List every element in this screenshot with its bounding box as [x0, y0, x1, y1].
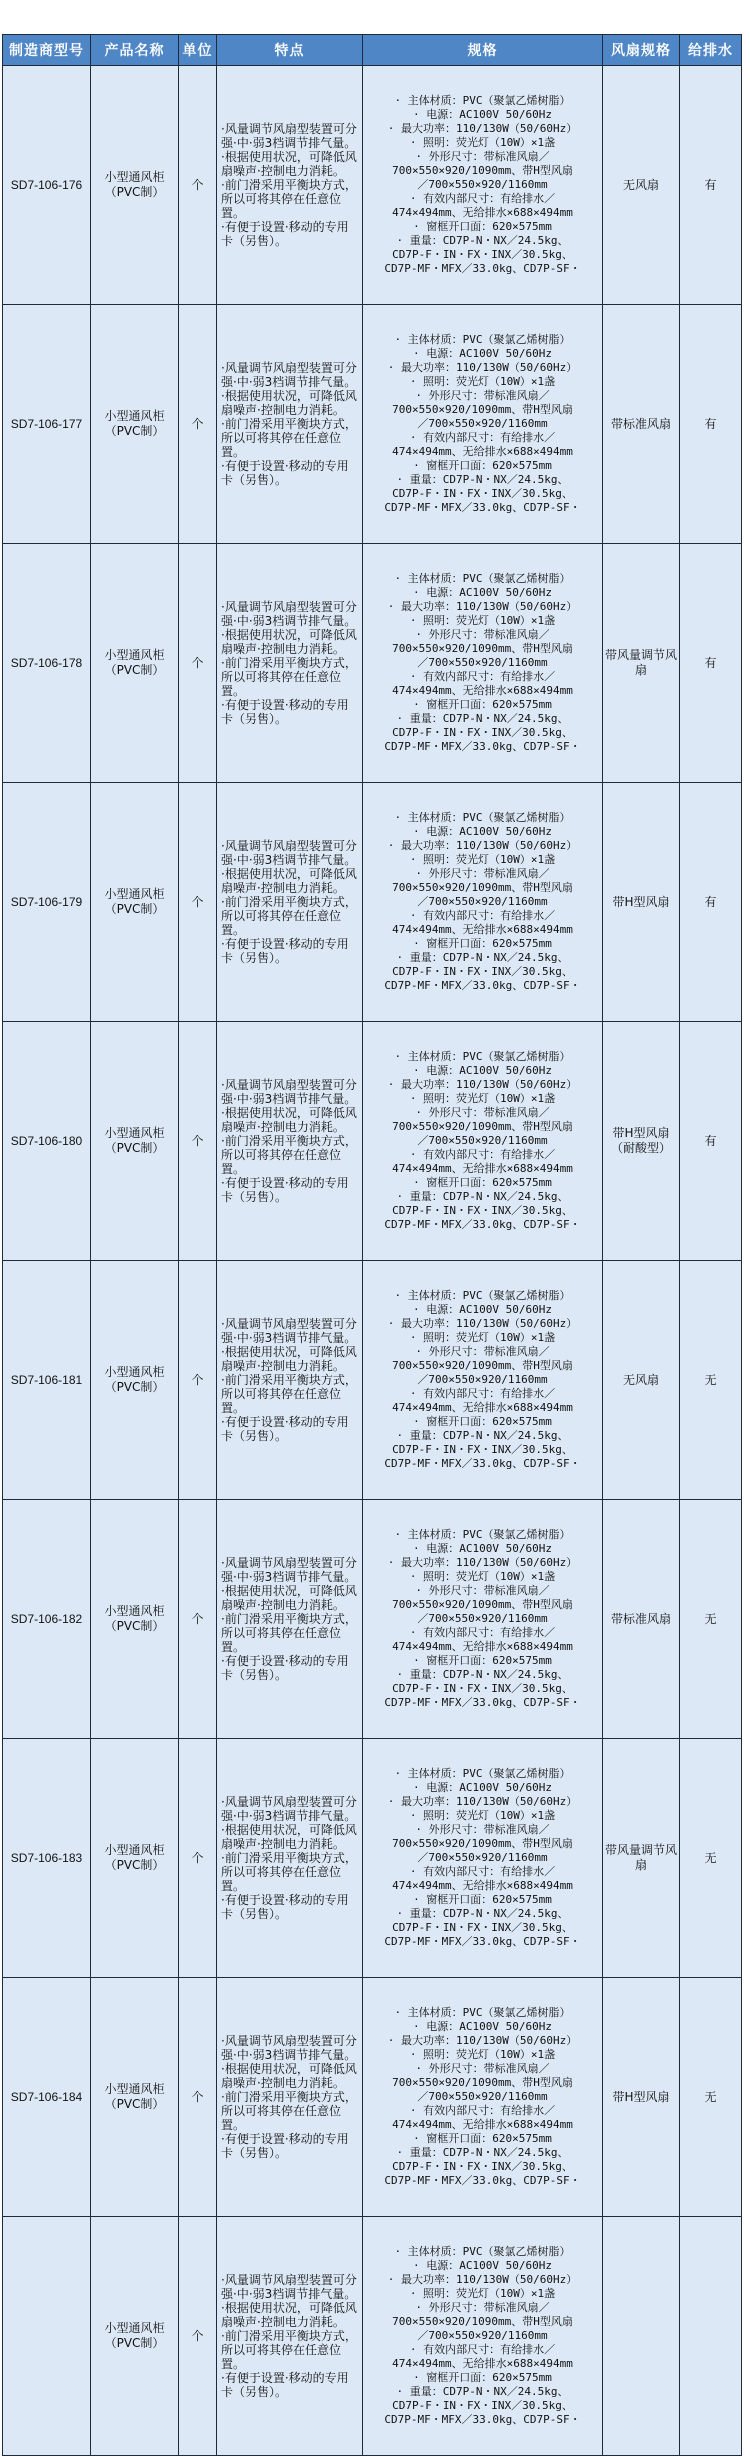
spec-line: 474×494mm、无给排水×688×494mm [392, 923, 573, 936]
spec-line: CD7P-F・IN・FX・INX／30.5kg、 [392, 1204, 573, 1217]
table-row [3, 66, 742, 305]
header-features: 特点 [217, 35, 363, 66]
spec-line: · 窗框开口面：620×575mm [413, 220, 552, 233]
spec-line: · 主体材质：PVC（聚氯乙烯树脂） [394, 94, 571, 107]
product-table [2, 34, 742, 2456]
header-name: 产品名称 [91, 35, 179, 66]
spec-line: · 窗框开口面：620×575mm [413, 459, 552, 472]
feature-item: ·前门滑采用平衡块方式，所以可将其停在任意位置。 [221, 1134, 357, 1176]
feature-item: ·风量调节风扇型装置可分强·中·弱3档调节排气量。 [221, 361, 357, 389]
cell-features [217, 1739, 363, 1978]
spec-line: · 主体材质：PVC（聚氯乙烯树脂） [394, 2006, 571, 2019]
spec-line: CD7P-F・IN・FX・INX／30.5kg、 [392, 2399, 573, 2412]
cell-water: 无 [680, 1261, 742, 1500]
spec-line: · 有效内部尺寸：有给排水／ [409, 431, 556, 444]
spec-line: · 重量：CD7P-N・NX／24.5kg、 [396, 234, 569, 247]
spec-line: · 主体材质：PVC（聚氯乙烯树脂） [394, 2245, 571, 2258]
feature-item: ·有便于设置·移动的专用卡（另售）。 [221, 1176, 349, 1204]
feature-item: ·根据使用状况，可降低风扇噪声·控制电力消耗。 [221, 1106, 357, 1134]
cell-fan-spec: 带H型风扇（耐酸型） [603, 1022, 680, 1261]
cell-water: 无 [680, 1978, 742, 2217]
cell-unit: 个 [179, 1739, 217, 1978]
spec-line: CD7P-MF・MFX／33.0kg、CD7P-SF・ [384, 740, 581, 753]
feature-item: ·根据使用状况，可降低风扇噪声·控制电力消耗。 [221, 628, 357, 656]
spec-line: · 外形尺寸：带标准风扇／ [415, 628, 550, 641]
spec-line: CD7P-MF・MFX／33.0kg、CD7P-SF・ [384, 2174, 581, 2187]
feature-item: ·根据使用状况，可降低风扇噪声·控制电力消耗。 [221, 2062, 357, 2090]
product-name-line: （PVC制） [104, 185, 165, 199]
spec-line: · 有效内部尺寸：有给排水／ [409, 2104, 556, 2117]
feature-item: ·风量调节风扇型装置可分强·中·弱3档调节排气量。 [221, 1317, 357, 1345]
cell-fan-spec: 带标准风扇 [603, 305, 680, 544]
spec-line: · 主体材质：PVC（聚氯乙烯树脂） [394, 572, 571, 585]
cell-features [217, 1500, 363, 1739]
header-model: 制造商型号 [3, 35, 91, 66]
table-row [3, 1978, 742, 2217]
spec-line: · 主体材质：PVC（聚氯乙烯树脂） [394, 333, 571, 346]
spec-line: CD7P-MF・MFX／33.0kg、CD7P-SF・ [384, 1935, 581, 1948]
product-name-line: 小型通风柜 [104, 1365, 165, 1379]
spec-line: · 电源：AC100V 50/60Hz [413, 108, 552, 121]
spec-line: · 最大功率：110/130W（50/60Hz） [387, 1317, 578, 1330]
spec-line: · 有效内部尺寸：有给排水／ [409, 909, 556, 922]
cell-water: 有 [680, 305, 742, 544]
table-row [3, 1500, 742, 1739]
spec-line: 700×550×920/1090mm、带H型风扇 [392, 881, 573, 894]
spec-line: · 外形尺寸：带标准风扇／ [415, 150, 550, 163]
cell-specs [363, 2217, 603, 2456]
feature-item: ·前门滑采用平衡块方式，所以可将其停在任意位置。 [221, 2329, 357, 2371]
cell-model: SD7-106-180 [3, 1022, 91, 1261]
cell-specs [363, 1978, 603, 2217]
cell-product-name [91, 2217, 179, 2456]
spec-line: · 重量：CD7P-N・NX／24.5kg、 [396, 1429, 569, 1442]
spec-line: 474×494mm、无给排水×688×494mm [392, 2118, 573, 2131]
cell-features [217, 305, 363, 544]
cell-fan-spec: 带风量调节风扇 [603, 1739, 680, 1978]
feature-item: ·有便于设置·移动的专用卡（另售）。 [221, 1654, 349, 1682]
table-row [3, 783, 742, 1022]
spec-line: · 窗框开口面：620×575mm [413, 1654, 552, 1667]
cell-water: 有 [680, 783, 742, 1022]
feature-item: ·根据使用状况，可降低风扇噪声·控制电力消耗。 [221, 1345, 357, 1373]
spec-line: CD7P-F・IN・FX・INX／30.5kg、 [392, 248, 573, 261]
cell-water: 无 [680, 1500, 742, 1739]
spec-line: · 最大功率：110/130W（50/60Hz） [387, 2273, 578, 2286]
spec-line: · 最大功率：110/130W（50/60Hz） [387, 1795, 578, 1808]
cell-specs [363, 1261, 603, 1500]
product-name-line: 小型通风柜 [104, 2321, 165, 2335]
spec-line: CD7P-F・IN・FX・INX／30.5kg、 [392, 1921, 573, 1934]
spec-line: · 外形尺寸：带标准风扇／ [415, 1345, 550, 1358]
spec-line: · 最大功率：110/130W（50/60Hz） [387, 600, 578, 613]
spec-line: CD7P-MF・MFX／33.0kg、CD7P-SF・ [384, 979, 581, 992]
cell-specs [363, 1022, 603, 1261]
product-name-line: 小型通风柜 [104, 648, 165, 662]
spec-line: · 窗框开口面：620×575mm [413, 2371, 552, 2384]
spec-line: ／700×550×920/1160mm [417, 2329, 548, 2342]
cell-fan-spec [603, 2217, 680, 2456]
cell-model: SD7-106-182 [3, 1500, 91, 1739]
feature-item: ·根据使用状况，可降低风扇噪声·控制电力消耗。 [221, 2301, 357, 2329]
cell-unit: 个 [179, 66, 217, 305]
feature-item: ·前门滑采用平衡块方式，所以可将其停在任意位置。 [221, 178, 357, 220]
cell-unit: 个 [179, 305, 217, 544]
spec-line: 474×494mm、无给排水×688×494mm [392, 206, 573, 219]
spec-line: · 重量：CD7P-N・NX／24.5kg、 [396, 712, 569, 725]
spec-line: · 最大功率：110/130W（50/60Hz） [387, 2034, 578, 2047]
header-row [3, 35, 742, 66]
spec-line: CD7P-F・IN・FX・INX／30.5kg、 [392, 726, 573, 739]
cell-water: 有 [680, 1022, 742, 1261]
cell-fan-spec: 无风扇 [603, 1261, 680, 1500]
spec-line: · 电源：AC100V 50/60Hz [413, 1064, 552, 1077]
cell-model: SD7-106-177 [3, 305, 91, 544]
cell-product-name [91, 305, 179, 544]
product-name-line: 小型通风柜 [104, 1843, 165, 1857]
feature-item: ·前门滑采用平衡块方式，所以可将其停在任意位置。 [221, 1851, 357, 1893]
cell-specs [363, 1500, 603, 1739]
spec-line: · 重量：CD7P-N・NX／24.5kg、 [396, 1907, 569, 1920]
cell-fan-spec: 带风量调节风扇 [603, 544, 680, 783]
spec-line: · 照明：荧光灯（10W）×1盏 [409, 1331, 556, 1344]
cell-water: 有 [680, 544, 742, 783]
spec-line: 700×550×920/1090mm、带H型风扇 [392, 1598, 573, 1611]
spec-line: 474×494mm、无给排水×688×494mm [392, 684, 573, 697]
product-name-line: （PVC制） [104, 663, 165, 677]
spec-line: · 有效内部尺寸：有给排水／ [409, 192, 556, 205]
product-name-line: 小型通风柜 [104, 1126, 165, 1140]
cell-unit: 个 [179, 783, 217, 1022]
spec-line: · 重量：CD7P-N・NX／24.5kg、 [396, 473, 569, 486]
feature-item: ·风量调节风扇型装置可分强·中·弱3档调节排气量。 [221, 1556, 357, 1584]
spec-line: CD7P-MF・MFX／33.0kg、CD7P-SF・ [384, 2413, 581, 2426]
product-name-line: 小型通风柜 [104, 1604, 165, 1618]
spec-line: · 照明：荧光灯（10W）×1盏 [409, 375, 556, 388]
spec-line: ／700×550×920/1160mm [417, 1612, 548, 1625]
product-name-line: （PVC制） [104, 1380, 165, 1394]
spec-line: CD7P-MF・MFX／33.0kg、CD7P-SF・ [384, 1457, 581, 1470]
spec-line: · 主体材质：PVC（聚氯乙烯树脂） [394, 1767, 571, 1780]
spec-line: · 最大功率：110/130W（50/60Hz） [387, 122, 578, 135]
spec-line: ／700×550×920/1160mm [417, 417, 548, 430]
cell-specs [363, 783, 603, 1022]
spec-line: 474×494mm、无给排水×688×494mm [392, 1162, 573, 1175]
spec-line: · 重量：CD7P-N・NX／24.5kg、 [396, 951, 569, 964]
spec-line: 700×550×920/1090mm、带H型风扇 [392, 403, 573, 416]
spec-line: 700×550×920/1090mm、带H型风扇 [392, 1837, 573, 1850]
feature-item: ·有便于设置·移动的专用卡（另售）。 [221, 1415, 349, 1443]
cell-model: SD7-106-184 [3, 1978, 91, 2217]
spec-line: · 外形尺寸：带标准风扇／ [415, 1106, 550, 1119]
spec-line: · 照明：荧光灯（10W）×1盏 [409, 136, 556, 149]
spec-line: 700×550×920/1090mm、带H型风扇 [392, 1359, 573, 1372]
product-name-line: （PVC制） [104, 902, 165, 916]
cell-product-name [91, 1739, 179, 1978]
cell-unit: 个 [179, 1261, 217, 1500]
spec-line: CD7P-MF・MFX／33.0kg、CD7P-SF・ [384, 1696, 581, 1709]
header-specs: 规格 [363, 35, 603, 66]
spec-line: ／700×550×920/1160mm [417, 1851, 548, 1864]
feature-item: ·前门滑采用平衡块方式，所以可将其停在任意位置。 [221, 656, 357, 698]
table-row [3, 305, 742, 544]
spec-line: · 最大功率：110/130W（50/60Hz） [387, 1078, 578, 1091]
feature-item: ·根据使用状况，可降低风扇噪声·控制电力消耗。 [221, 150, 357, 178]
feature-item: ·前门滑采用平衡块方式，所以可将其停在任意位置。 [221, 417, 357, 459]
product-name-line: （PVC制） [104, 424, 165, 438]
cell-unit: 个 [179, 1500, 217, 1739]
spec-line: · 外形尺寸：带标准风扇／ [415, 389, 550, 402]
spec-line: · 重量：CD7P-N・NX／24.5kg、 [396, 2146, 569, 2159]
product-name-line: （PVC制） [104, 1619, 165, 1633]
spec-line: · 电源：AC100V 50/60Hz [413, 1303, 552, 1316]
cell-unit: 个 [179, 544, 217, 783]
feature-item: ·前门滑采用平衡块方式，所以可将其停在任意位置。 [221, 895, 357, 937]
table-row [3, 544, 742, 783]
cell-product-name [91, 783, 179, 1022]
cell-unit: 个 [179, 1022, 217, 1261]
cell-water: 无 [680, 1739, 742, 1978]
feature-item: ·风量调节风扇型装置可分强·中·弱3档调节排气量。 [221, 1795, 357, 1823]
spec-line: · 照明：荧光灯（10W）×1盏 [409, 1092, 556, 1105]
product-name-line: （PVC制） [104, 2097, 165, 2111]
spec-line: · 电源：AC100V 50/60Hz [413, 825, 552, 838]
spec-line: CD7P-MF・MFX／33.0kg、CD7P-SF・ [384, 501, 581, 514]
spec-line: · 重量：CD7P-N・NX／24.5kg、 [396, 2385, 569, 2398]
cell-fan-spec: 带H型风扇 [603, 783, 680, 1022]
spec-line: · 最大功率：110/130W（50/60Hz） [387, 1556, 578, 1569]
table-row [3, 2217, 742, 2456]
spec-line: CD7P-F・IN・FX・INX／30.5kg、 [392, 2160, 573, 2173]
spec-line: · 外形尺寸：带标准风扇／ [415, 2062, 550, 2075]
cell-features [217, 2217, 363, 2456]
spec-line: · 有效内部尺寸：有给排水／ [409, 1626, 556, 1639]
feature-item: ·风量调节风扇型装置可分强·中·弱3档调节排气量。 [221, 122, 357, 150]
cell-specs [363, 66, 603, 305]
cell-product-name [91, 1022, 179, 1261]
header-fan: 风扇规格 [603, 35, 680, 66]
feature-item: ·前门滑采用平衡块方式，所以可将其停在任意位置。 [221, 2090, 357, 2132]
feature-item: ·有便于设置·移动的专用卡（另售）。 [221, 1893, 349, 1921]
spec-line: · 主体材质：PVC（聚氯乙烯树脂） [394, 1050, 571, 1063]
cell-product-name [91, 544, 179, 783]
product-name-line: 小型通风柜 [104, 409, 165, 423]
spec-line: · 主体材质：PVC（聚氯乙烯树脂） [394, 811, 571, 824]
spec-line: ／700×550×920/1160mm [417, 2090, 548, 2103]
spec-line: · 重量：CD7P-N・NX／24.5kg、 [396, 1668, 569, 1681]
cell-features [217, 544, 363, 783]
product-name-line: （PVC制） [104, 1141, 165, 1155]
cell-features [217, 1261, 363, 1500]
spec-line: · 窗框开口面：620×575mm [413, 1176, 552, 1189]
feature-item: ·有便于设置·移动的专用卡（另售）。 [221, 937, 349, 965]
feature-item: ·风量调节风扇型装置可分强·中·弱3档调节排气量。 [221, 2034, 357, 2062]
spec-line: · 窗框开口面：620×575mm [413, 937, 552, 950]
product-name-line: （PVC制） [104, 2336, 165, 2350]
spec-line: CD7P-F・IN・FX・INX／30.5kg、 [392, 1682, 573, 1695]
product-name-line: 小型通风柜 [104, 2082, 165, 2096]
feature-item: ·有便于设置·移动的专用卡（另售）。 [221, 2371, 349, 2399]
spec-line: · 电源：AC100V 50/60Hz [413, 586, 552, 599]
spec-line: CD7P-F・IN・FX・INX／30.5kg、 [392, 487, 573, 500]
spec-line: · 有效内部尺寸：有给排水／ [409, 1387, 556, 1400]
table-body [3, 66, 742, 2456]
spec-line: · 电源：AC100V 50/60Hz [413, 2020, 552, 2033]
table-row [3, 1261, 742, 1500]
spec-line: CD7P-F・IN・FX・INX／30.5kg、 [392, 965, 573, 978]
spec-line: · 重量：CD7P-N・NX／24.5kg、 [396, 1190, 569, 1203]
cell-unit: 个 [179, 1978, 217, 2217]
spec-line: · 照明：荧光灯（10W）×1盏 [409, 2048, 556, 2061]
spec-line: CD7P-MF・MFX／33.0kg、CD7P-SF・ [384, 262, 581, 275]
spec-line: 700×550×920/1090mm、带H型风扇 [392, 2076, 573, 2089]
spec-line: 700×550×920/1090mm、带H型风扇 [392, 1120, 573, 1133]
feature-item: ·前门滑采用平衡块方式，所以可将其停在任意位置。 [221, 1612, 357, 1654]
cell-model: SD7-106-176 [3, 66, 91, 305]
spec-line: ／700×550×920/1160mm [417, 1134, 548, 1147]
spec-line: 474×494mm、无给排水×688×494mm [392, 445, 573, 458]
spec-line: · 有效内部尺寸：有给排水／ [409, 1865, 556, 1878]
spec-line: 474×494mm、无给排水×688×494mm [392, 2357, 573, 2370]
spec-line: · 窗框开口面：620×575mm [413, 2132, 552, 2145]
cell-features [217, 1022, 363, 1261]
spec-line: · 电源：AC100V 50/60Hz [413, 1781, 552, 1794]
cell-unit: 个 [179, 2217, 217, 2456]
cell-model: SD7-106-181 [3, 1261, 91, 1500]
spec-line: · 外形尺寸：带标准风扇／ [415, 1584, 550, 1597]
cell-specs [363, 1739, 603, 1978]
feature-item: ·风量调节风扇型装置可分强·中·弱3档调节排气量。 [221, 600, 357, 628]
cell-product-name [91, 1978, 179, 2217]
spec-line: · 照明：荧光灯（10W）×1盏 [409, 2287, 556, 2300]
cell-product-name [91, 1261, 179, 1500]
spec-line: ／700×550×920/1160mm [417, 895, 548, 908]
feature-item: ·前门滑采用平衡块方式，所以可将其停在任意位置。 [221, 1373, 357, 1415]
feature-item: ·有便于设置·移动的专用卡（另售）。 [221, 2132, 349, 2160]
spec-line: CD7P-MF・MFX／33.0kg、CD7P-SF・ [384, 1218, 581, 1231]
spec-line: ／700×550×920/1160mm [417, 656, 548, 669]
feature-item: ·有便于设置·移动的专用卡（另售）。 [221, 698, 349, 726]
feature-item: ·根据使用状况，可降低风扇噪声·控制电力消耗。 [221, 1823, 357, 1851]
spec-line: 474×494mm、无给排水×688×494mm [392, 1640, 573, 1653]
spec-line: 474×494mm、无给排水×688×494mm [392, 1401, 573, 1414]
feature-item: ·风量调节风扇型装置可分强·中·弱3档调节排气量。 [221, 1078, 357, 1106]
cell-product-name [91, 1500, 179, 1739]
spec-line: · 有效内部尺寸：有给排水／ [409, 2343, 556, 2356]
cell-features [217, 66, 363, 305]
cell-product-name [91, 66, 179, 305]
header-unit: 单位 [179, 35, 217, 66]
spec-line: 700×550×920/1090mm、带H型风扇 [392, 164, 573, 177]
feature-item: ·风量调节风扇型装置可分强·中·弱3档调节排气量。 [221, 839, 357, 867]
spec-line: · 照明：荧光灯（10W）×1盏 [409, 614, 556, 627]
spec-line: · 主体材质：PVC（聚氯乙烯树脂） [394, 1528, 571, 1541]
cell-water: 有 [680, 66, 742, 305]
spec-line: · 最大功率：110/130W（50/60Hz） [387, 361, 578, 374]
spec-line: · 照明：荧光灯（10W）×1盏 [409, 1570, 556, 1583]
cell-specs [363, 544, 603, 783]
spec-line: · 有效内部尺寸：有给排水／ [409, 1148, 556, 1161]
spec-line: · 窗框开口面：620×575mm [413, 1415, 552, 1428]
product-name-line: 小型通风柜 [104, 887, 165, 901]
cell-model: SD7-106-179 [3, 783, 91, 1022]
feature-item: ·有便于设置·移动的专用卡（另售）。 [221, 220, 349, 248]
cell-fan-spec: 带H型风扇 [603, 1978, 680, 2217]
spec-line: · 有效内部尺寸：有给排水／ [409, 670, 556, 683]
spec-line: · 照明：荧光灯（10W）×1盏 [409, 853, 556, 866]
header-water: 给排水 [680, 35, 742, 66]
spec-line: · 主体材质：PVC（聚氯乙烯树脂） [394, 1289, 571, 1302]
feature-item: ·有便于设置·移动的专用卡（另售）。 [221, 459, 349, 487]
cell-fan-spec: 无风扇 [603, 66, 680, 305]
spec-line: ／700×550×920/1160mm [417, 178, 548, 191]
spec-line: · 外形尺寸：带标准风扇／ [415, 1823, 550, 1836]
spec-line: 474×494mm、无给排水×688×494mm [392, 1879, 573, 1892]
feature-item: ·根据使用状况，可降低风扇噪声·控制电力消耗。 [221, 1584, 357, 1612]
spec-line: · 电源：AC100V 50/60Hz [413, 2259, 552, 2272]
spec-line: · 窗框开口面：620×575mm [413, 1893, 552, 1906]
product-name-line: （PVC制） [104, 1858, 165, 1872]
cell-features [217, 1978, 363, 2217]
cell-model [3, 2217, 91, 2456]
spec-line: · 电源：AC100V 50/60Hz [413, 347, 552, 360]
table-row [3, 1022, 742, 1261]
product-name-line: 小型通风柜 [104, 170, 165, 184]
cell-specs [363, 305, 603, 544]
spec-line: 700×550×920/1090mm、带H型风扇 [392, 2315, 573, 2328]
feature-item: ·根据使用状况，可降低风扇噪声·控制电力消耗。 [221, 867, 357, 895]
feature-item: ·风量调节风扇型装置可分强·中·弱3档调节排气量。 [221, 2273, 357, 2301]
cell-fan-spec: 带标准风扇 [603, 1500, 680, 1739]
table-row [3, 1739, 742, 1978]
spec-line: CD7P-F・IN・FX・INX／30.5kg、 [392, 1443, 573, 1456]
spec-line: · 外形尺寸：带标准风扇／ [415, 867, 550, 880]
spec-line: 700×550×920/1090mm、带H型风扇 [392, 642, 573, 655]
feature-item: ·根据使用状况，可降低风扇噪声·控制电力消耗。 [221, 389, 357, 417]
cell-model: SD7-106-183 [3, 1739, 91, 1978]
cell-water [680, 2217, 742, 2456]
spec-line: · 外形尺寸：带标准风扇／ [415, 2301, 550, 2314]
cell-model: SD7-106-178 [3, 544, 91, 783]
cell-features [217, 783, 363, 1022]
spec-line: ／700×550×920/1160mm [417, 1373, 548, 1386]
spec-line: · 照明：荧光灯（10W）×1盏 [409, 1809, 556, 1822]
spec-line: · 电源：AC100V 50/60Hz [413, 1542, 552, 1555]
spec-line: · 窗框开口面：620×575mm [413, 698, 552, 711]
spec-line: · 最大功率：110/130W（50/60Hz） [387, 839, 578, 852]
